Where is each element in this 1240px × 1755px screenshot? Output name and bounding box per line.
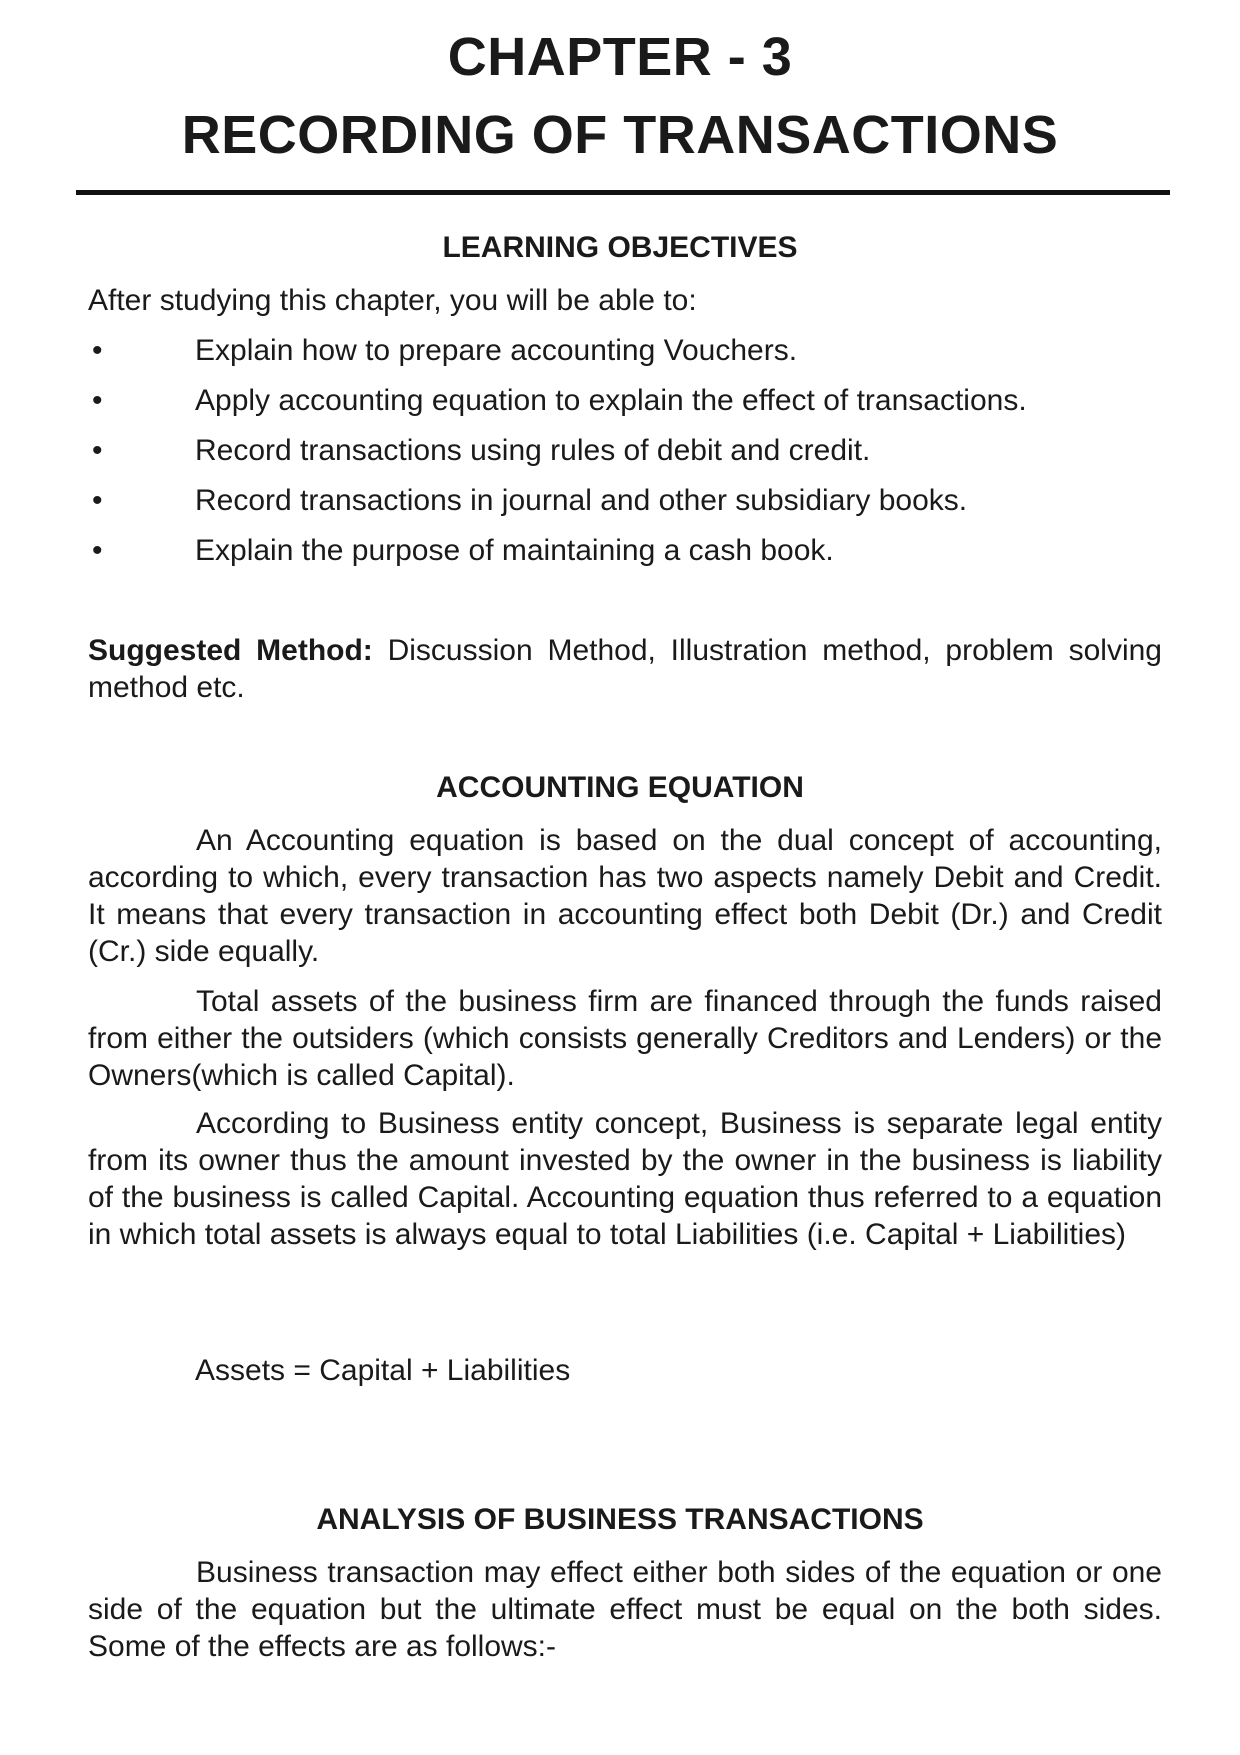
objective-item <box>88 482 1168 532</box>
objective-text: Explain the purpose of maintaining a cash book. <box>195 534 834 567</box>
title-divider <box>76 190 1170 195</box>
objective-text: Apply accounting equation to explain the effect of transactions. <box>195 384 1027 417</box>
objectives-list <box>88 332 1168 582</box>
bullet-icon: • <box>92 434 103 467</box>
accounting-equation-heading: ACCOUNTING EQUATION <box>436 771 804 804</box>
accounting-paragraph-1: An Accounting equation is based on the dual concept of accounting, according to which, every transaction has two aspects namely Debit and Credit. It means that every transaction in accounting effect both Debit (Dr.) and Credit (Cr.) side equally. <box>88 824 1162 968</box>
learning-objectives-heading: LEARNING OBJECTIVES <box>442 231 798 264</box>
suggested-method-label: Suggested Method: <box>88 634 373 667</box>
suggested-method <box>88 632 1162 706</box>
accounting-equation-formula: Assets = Capital + Liabilities <box>195 1354 571 1387</box>
suggested-method-text: Discussion Method, Illustration method, problem solving method etc. <box>88 634 1162 704</box>
objectives-intro: After studying this chapter, you will be able to: <box>88 284 697 317</box>
objective-text: Record transactions using rules of debit and credit. <box>195 434 871 467</box>
objective-text: Record transactions in journal and other subsidiary books. <box>195 484 968 517</box>
objective-item <box>88 432 1168 482</box>
objective-item <box>88 332 1168 382</box>
analysis-heading: ANALYSIS OF BUSINESS TRANSACTIONS <box>316 1503 924 1536</box>
bullet-icon: • <box>92 484 103 517</box>
bullet-icon: • <box>92 384 103 417</box>
chapter-number: CHAPTER - 3 <box>447 27 793 87</box>
analysis-paragraph: Business transaction may effect either both sides of the equation or one side of the equation but the ultimate effect must be equal on the both sides. Some of the effects are as follows:- <box>88 1556 1162 1663</box>
chapter-title: RECORDING OF TRANSACTIONS <box>181 105 1059 165</box>
bullet-icon: • <box>92 334 103 367</box>
objective-item <box>88 532 1168 582</box>
objective-text: Explain how to prepare accounting Vouchers. <box>195 334 798 367</box>
bullet-icon: • <box>92 534 103 567</box>
accounting-paragraph-2: Total assets of the business firm are financed through the funds raised from either the outsiders (which consists generally Creditors and Lenders) or the Owners(which is called Capital). <box>88 985 1162 1092</box>
objective-item <box>88 382 1168 432</box>
accounting-paragraph-3: According to Business entity concept, Business is separate legal entity from its owner thus the amount invested by the owner in the business is liability of the business is called Capital. Accounting equation thus referred to a equation in which total assets is always equal to total Liabilities (i.e. Capital + Liabilities) <box>88 1107 1162 1251</box>
